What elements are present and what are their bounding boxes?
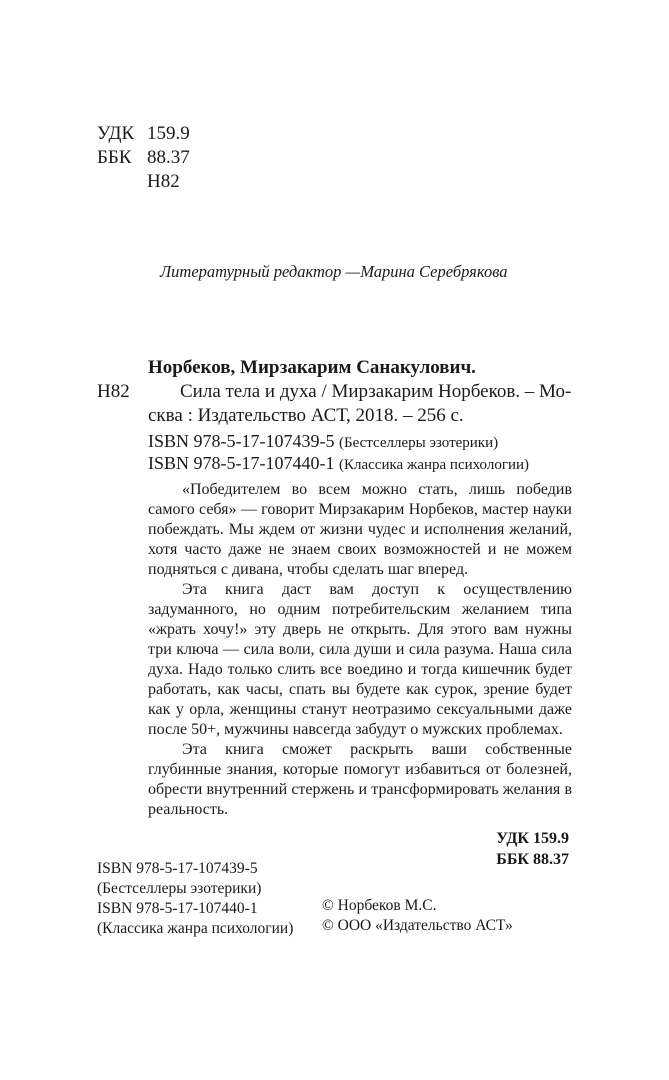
bbk-line (97, 146, 190, 170)
catalog-title-line2: сква : Издательство АСТ, 2018. – 256 с. (148, 405, 464, 426)
bottom-udk: УДК 159.9 (496, 830, 569, 847)
catalog-isbn2-series: (Классика жанра психологии) (339, 457, 530, 473)
catalog-author: Норбеков, Мирзакарим Санакулович. (148, 357, 476, 378)
annotation-paragraph-2: Эта книга даст вам доступ к осуществлению задуманного, но одним потребительским желанием типа «жрать хочу!» эту дверь не открыть. Для этого вам нужны три ключа — сила воли, сила души и сила разума. Наша сила духа. Надо только слить все воедино и тогда кишечник будет работать, как часы, спать вы будете как сурок, зрение будет как у орла, женщины станут неотразимо сексуальными даже после 50+, мужчины навсегда забудут о мужских проблемах. (148, 581, 572, 738)
udk-label: УДК (97, 123, 135, 144)
catalog-isbn1-number: ISBN 978-5-17-107439-5 (148, 431, 335, 451)
author-mark-top: Н82 (147, 171, 180, 192)
annotation-paragraph-1: «Победителем во всем можно стать, лишь победив самого себя» — говорит Мирзакарим Норбеков, мастер науки побеждать. Мы ждем от жизни чудес и исполнения желаний, хотя часто даже не знаем своих возможностей и не можем подняться с дивана, чтобы сделать шаг вперед. (148, 481, 572, 578)
footer-isbn2: ISBN 978-5-17-107440-1 (97, 900, 258, 917)
catalog-isbn2-number: ISBN 978-5-17-107440-1 (148, 453, 335, 473)
catalog-isbn2 (148, 452, 529, 476)
udk-line (97, 122, 190, 146)
udk-value: 159.9 (147, 123, 190, 144)
annotation-paragraph-3: Эта книга сможет раскрыть ваши собственные глубинные знания, которые помогут избавиться от болезней, обрести внутренний стержень и трансформировать желания в реальность. (148, 741, 572, 818)
catalog-isbn1 (148, 430, 498, 454)
editor-credit: Литературный редактор —Марина Серебрякова (160, 262, 508, 281)
catalog-isbn1-series: (Бестселлеры эзотерики) (339, 435, 499, 451)
bbk-label: ББК (97, 147, 132, 168)
annotation (148, 480, 572, 820)
bottom-classification (496, 828, 569, 870)
bottom-bbk: ББК 88.37 (496, 851, 569, 868)
catalog-mark: Н82 (97, 381, 130, 402)
copyright-publisher: © ООО «Издательство АСТ» (322, 917, 513, 934)
footer-isbn1: ISBN 978-5-17-107439-5 (97, 860, 258, 877)
copyright-author: © Норбеков М.С. (322, 897, 437, 914)
footer-isbn1-series: (Бестселлеры эзотерики) (97, 880, 262, 897)
footer-isbn2-series: (Классика жанра психологии) (97, 920, 294, 937)
bbk-value: 88.37 (147, 147, 190, 168)
catalog-title-line1: Сила тела и духа / Мирзакарим Норбеков. – Мо- (180, 381, 572, 402)
